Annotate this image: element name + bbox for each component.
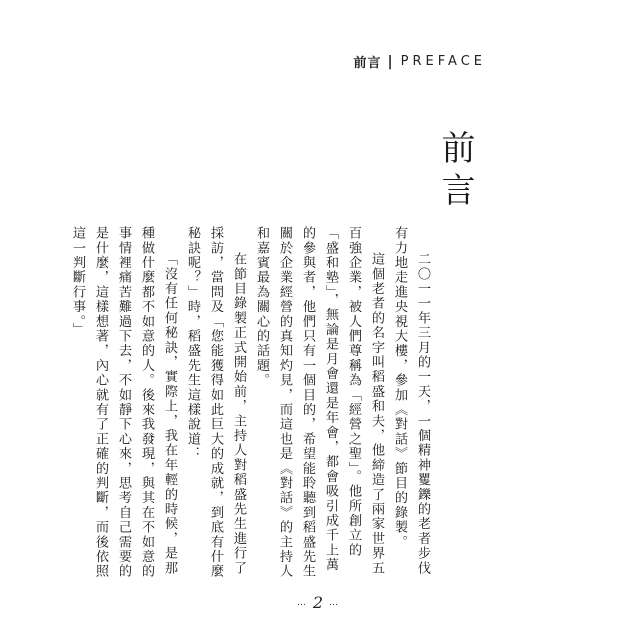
paragraph-1: 二〇一一年三月的一天，一個精神矍鑠的老者步伐有力地走進央視大樓，參加《對話》節目的錄製。 xyxy=(392,226,430,576)
page-number-dots-left: … xyxy=(296,597,307,608)
page-number-value: 2 xyxy=(312,593,324,612)
page-number xyxy=(297,593,339,612)
book-page xyxy=(70,30,518,620)
paragraph-4: 「沒有任何秘訣，實際上，我在年輕的時候，是那種做什麼都不如意的人。後來我發現，與其在不如意的事情裡痛苦難過下去，不如靜下心來，思考自己需要的是什麼，這樣想著，內心就有了正確的判斷，而後依照這一判斷行事。」 xyxy=(70,226,177,579)
header-chapter-en: PREFACE xyxy=(400,54,486,69)
paragraph-3: 在節目錄製正式開始前，主持人對稻盛先生進行了採訪，當問及「您能獲得如此巨大的成就，到底有什麼秘訣呢？」時，稻盛先生這樣說道： xyxy=(185,226,246,579)
body-text xyxy=(70,226,434,586)
page-number-dots-right: … xyxy=(329,597,340,608)
header-chapter-zh: 前言 xyxy=(353,56,382,71)
running-header xyxy=(354,52,486,71)
header-separator: | xyxy=(387,53,395,70)
page-title: 前言 xyxy=(435,130,475,214)
paragraph-2: 這個老者的名字叫稻盛和夫，他締造了兩家世界五百強企業，被人們尊稱為「經營之聖」。他所創立的「盛和塾」，無論是月會還是年會，都會吸引成千上萬的參與者，他們只有一個目的，希望能聆聽到稻盛先生關於企業經營的真知灼見，而這也是《對話》的主持人和嘉賓最為關心的話題。 xyxy=(254,226,384,579)
